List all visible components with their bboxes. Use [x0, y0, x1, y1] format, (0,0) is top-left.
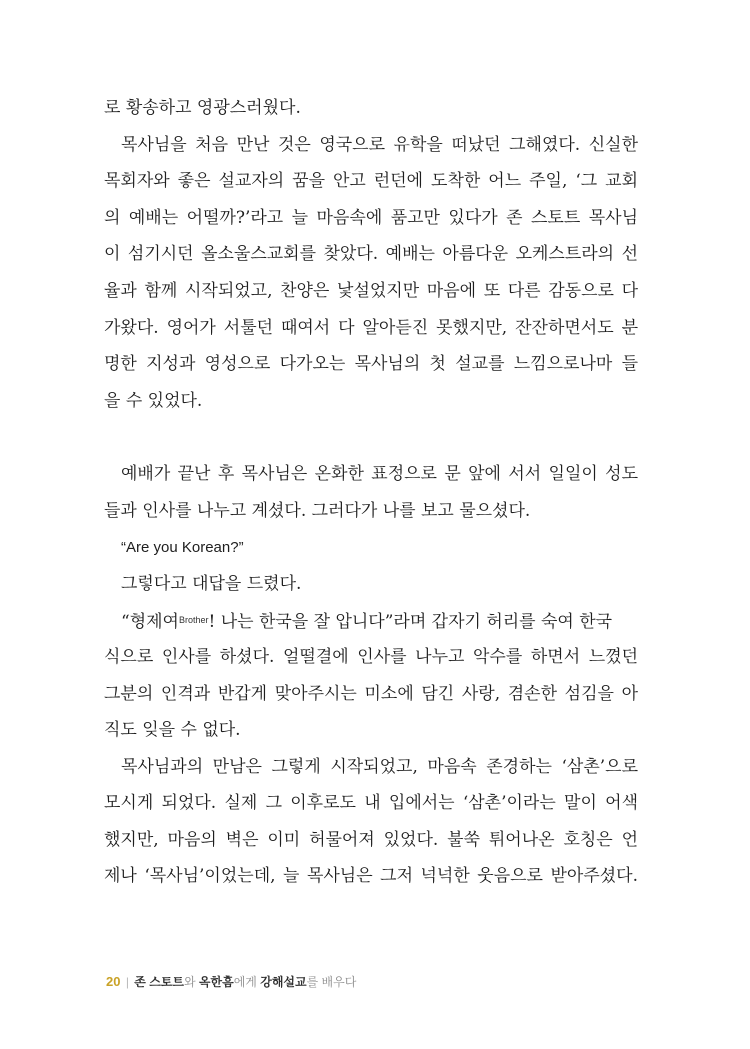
text-line: 명한 지성과 영성으로 다가오는 목사님의 첫 설교를 느낌으로나마 들 — [104, 354, 638, 375]
text-line — [104, 529, 638, 566]
text-line: 예배가 끝난 후 목사님은 온화한 표정으로 문 앞에 서서 일일이 성도 — [121, 463, 638, 484]
text-line: 식으로 인사를 하셨다. 얼떨결에 인사를 나누고 악수를 하면서 느꼈던 — [104, 646, 638, 667]
page-number: 20 — [106, 974, 121, 989]
footer-title-part: 옥한흠 — [198, 975, 234, 989]
footer-title-part: 를 배우다 — [306, 975, 357, 989]
text-line: 율과 함께 시작되었고, 찬양은 낯설었지만 마음에 또 다른 감동으로 다 — [104, 280, 638, 301]
text-line: 모시게 되었다. 실제 그 이후로도 내 입에서는 ‘삼촌’이라는 말이 어색 — [104, 793, 638, 814]
text-line: 목회자와 좋은 설교자의 꿈을 안고 런던에 도착한 어느 주일, ‘그 교회 — [104, 171, 638, 192]
body-text — [104, 90, 638, 895]
text-line: 제나 ‘목사님’이었는데, 늘 목사님은 그저 넉넉한 웃음으로 받아주셨다. — [104, 866, 638, 887]
text-line: 그분의 인격과 반갑게 맞아주시는 미소에 담긴 사랑, 겸손한 섬김을 아 — [104, 683, 638, 704]
running-footer — [106, 973, 356, 990]
footer-title-part: 와 — [183, 975, 199, 989]
footer-separator: | — [125, 975, 129, 989]
text-line: 로 황송하고 영광스러웠다. — [104, 98, 301, 118]
text-line: 가왔다. 영어가 서툴던 때여서 다 알아듣진 못했지만, 잔잔하면서도 분 — [104, 317, 638, 338]
text-line: 그렇다고 대답을 드렸다. — [121, 573, 302, 594]
gloss-annotation: Brother — [178, 615, 209, 626]
text-line: 의 예배는 어떨까?’라고 늘 마음속에 품고만 있다가 존 스토트 목사님 — [104, 207, 638, 228]
text-line: 들과 인사를 나누고 계셨다. 그러다가 나를 보고 물으셨다. — [104, 500, 531, 521]
text-line: 이 섬기시던 올소울스교회를 찾았다. 예배는 아름다운 오케스트라의 선 — [104, 244, 638, 265]
text-line: 했지만, 마음의 벽은 이미 허물어져 있었다. 불쑥 튀어나온 호칭은 언 — [104, 829, 638, 850]
english-quote: “Are you Korean?” — [121, 539, 244, 557]
paragraph-gap — [104, 419, 638, 456]
footer-title-part: 존 스토트 — [134, 975, 184, 989]
text-line: 을 수 있었다. — [104, 390, 203, 411]
text-line: 목사님과의 만남은 그렇게 시작되었고, 마음속 존경하는 ‘삼촌’으로 — [121, 756, 638, 777]
text-line: 직도 잊을 수 없다. — [104, 720, 241, 741]
text-line: “형제여$^{Brother}$! 나는 한국을 잘 압니다”라며 갑자기 허리를 숙여 한국 — [121, 612, 613, 633]
footer-title-part: 강해설교 — [260, 975, 307, 989]
text-line: 목사님을 처음 만난 것은 영국으로 유학을 떠났던 그해였다. 신실한 — [121, 134, 638, 155]
footer-title-part: 에게 — [233, 975, 261, 989]
